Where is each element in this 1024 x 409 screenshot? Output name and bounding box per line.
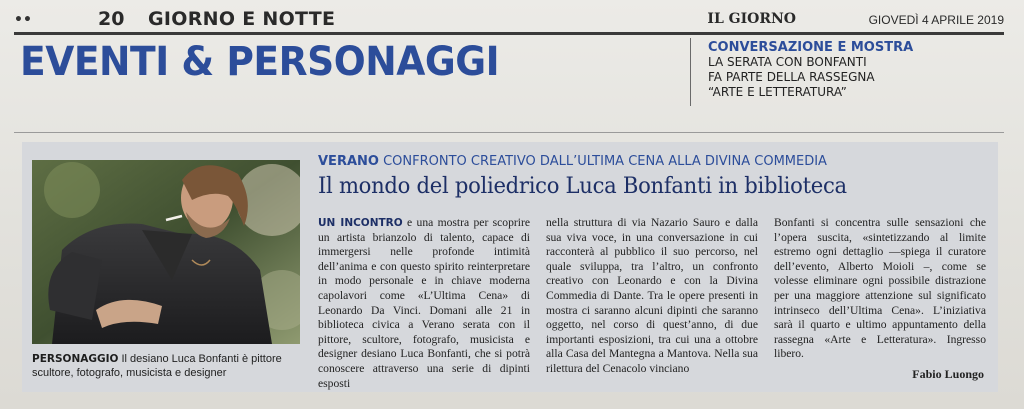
article-headline: Il mondo del poliedrico Luca Bonfanti in biblioteca [318, 174, 847, 199]
body-column-1 [318, 216, 530, 391]
section-rule [14, 132, 1004, 133]
page-header [14, 8, 1004, 30]
body-column-2 [546, 216, 758, 391]
masthead-logo: IL GIORNO [707, 11, 796, 27]
column-text: Bonfanti si concentra sulle sensazioni che l’opera suscita, «sintetizzando al limite estremo ogni dettaglio —spiega il curatore dell’evento, Alberto Moioli –, come se volesse eliminare ogni possibile distrazione per una maggiore attenzione sul significato intrinseco dell’Ultima Cena». [774, 216, 986, 317]
photo-caption [32, 352, 300, 380]
header-rule [14, 32, 1004, 35]
sidebar-teaser [708, 40, 1008, 100]
sidebar-kicker: CONVERSAZIONE E MOSTRA [708, 40, 914, 55]
column-text: e una mostra per scoprire un artista brianzolo di talento, capace di immergersi nelle profonde intimità dell’anima e con questo spirito reinterpretare in modo personale e in chiave moderna capolavori come «L’Ultima Cena» di Leonardo Da Vinci. Domani alle 21 in biblioteca civica a Verano serata con il pittore, scultore, fotografo, musicista e designer desiano Luca Bonfanti, che si potrà conoscere attraverso una serie di dipinti esposti [318, 216, 530, 390]
header-dots: •• [14, 12, 32, 28]
article-box [22, 142, 998, 392]
article-byline: Fabio Luongo [912, 367, 984, 381]
lead-in: UN INCONTRO [318, 217, 403, 229]
sidebar-line: FA PARTE DELLA RASSEGNA [708, 70, 875, 84]
portrait-photo [32, 160, 300, 344]
kicker-text: CONFRONTO CREATIVO DALL’ULTIMA CENA ALLA DIVINA COMMEDIA [383, 154, 827, 169]
page-number: 20 [98, 8, 125, 30]
portrait-illustration [32, 160, 300, 344]
article-kicker [318, 154, 827, 169]
article-body [318, 216, 986, 391]
body-column-3 [774, 216, 986, 391]
kicker-location: VERANO [318, 154, 379, 169]
column-text-closing: L’iniziativa sarà il quarto e ultimo appuntamento della rassegna «Arte e Letteratura». Ingresso libero. [774, 303, 986, 361]
caption-text: Il desiano Luca Bonfanti è pittore scultore, fotografo, musicista e designer [32, 353, 282, 379]
sidebar-line: LA SERATA CON BONFANTI [708, 55, 867, 69]
section-name: GIORNO E NOTTE [148, 8, 336, 30]
banner-divider [690, 38, 691, 106]
column-text: nella struttura di via Nazario Sauro e dalla sua viva voce, in una conversazione in cui racconterà al pubblico il suo percorso, nel quale sviluppa, tra l’altro, un confronto creativo con Leonardo e con la Divina Commedia di Dante. Tra le opere presenti in mostra ci saranno alcuni dipinti che saranno oggetto, nel corso di quest’anno, di due importanti esposizioni, tra cui una a ottobre alla Casa del Mantegna a Mantova. Nella sua rilettura del Cenacolo vinciano [546, 216, 758, 375]
issue-date: GIOVEDÌ 4 APRILE 2019 [868, 13, 1004, 27]
sidebar-line: “ARTE E LETTERATURA” [708, 85, 847, 99]
section-banner-title: EVENTI & PERSONAGGI [20, 39, 500, 85]
caption-label: PERSONAGGIO [32, 353, 119, 365]
